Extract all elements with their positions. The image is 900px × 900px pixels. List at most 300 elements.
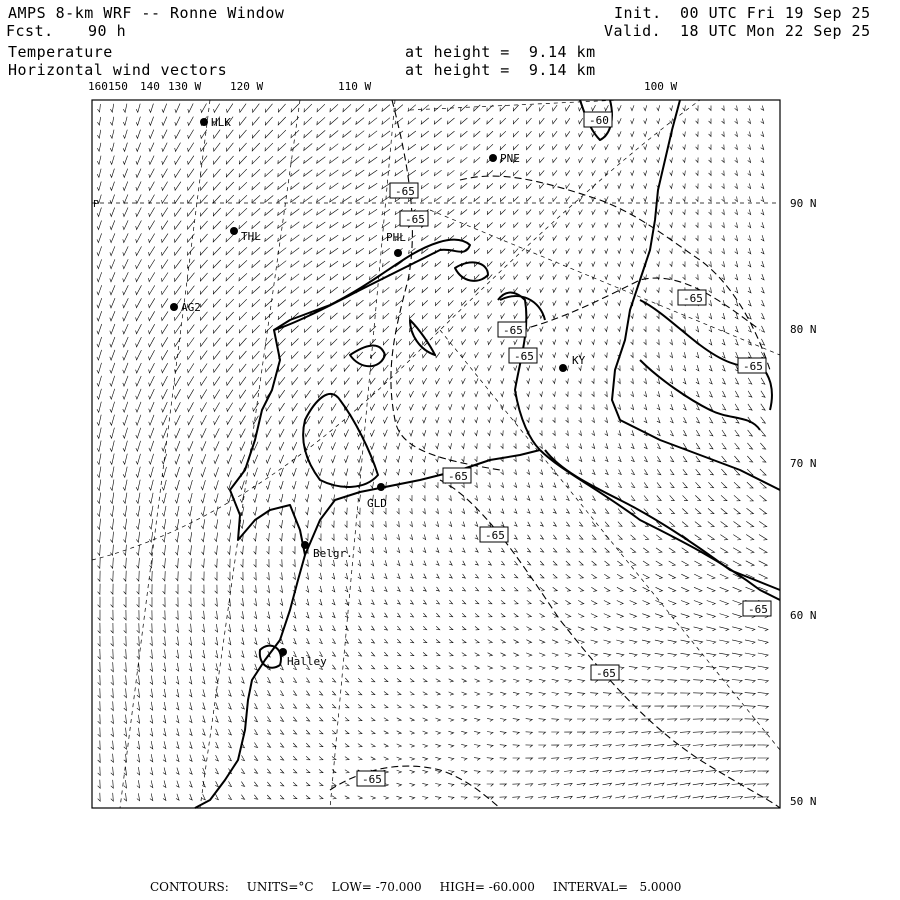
wind-vector xyxy=(293,795,297,798)
wind-vector xyxy=(448,144,455,150)
svg-text:-65: -65 xyxy=(405,213,425,226)
wind-vector xyxy=(616,693,624,696)
wind-vector xyxy=(228,664,231,671)
wind-vector xyxy=(488,391,491,396)
wind-vector xyxy=(670,469,674,474)
wind-vector xyxy=(631,144,634,149)
wind-vector xyxy=(293,756,297,760)
wind-vector xyxy=(410,508,413,514)
wind-vector xyxy=(163,676,166,684)
wind-vector xyxy=(706,732,716,735)
wind-vector xyxy=(265,196,273,203)
wind-vector xyxy=(239,273,247,280)
wind-vector xyxy=(293,691,296,696)
wind-vector xyxy=(435,757,440,760)
wind-vector xyxy=(267,769,270,773)
wind-vector xyxy=(318,378,324,385)
wind-vector xyxy=(201,389,207,398)
wind-vector xyxy=(358,599,361,604)
wind-vector xyxy=(383,391,388,397)
wind-vector xyxy=(137,728,140,736)
wind-vector xyxy=(278,196,287,203)
wind-vector xyxy=(384,731,388,734)
wind-vector xyxy=(254,546,257,554)
wind-vector xyxy=(97,130,100,138)
wind-vector xyxy=(667,719,677,721)
wind-vector xyxy=(265,130,273,138)
wind-vector xyxy=(618,197,621,202)
wind-vector xyxy=(254,651,257,658)
wind-vector xyxy=(488,378,491,383)
wind-vector xyxy=(304,144,312,151)
wind-vector xyxy=(358,508,361,514)
wind-vector xyxy=(174,337,181,346)
wind-vector xyxy=(202,637,205,645)
wind-vector xyxy=(722,339,725,345)
wind-vector xyxy=(709,469,714,475)
wind-vector xyxy=(540,457,543,462)
wind-vector xyxy=(227,455,232,464)
wind-vector xyxy=(280,756,283,760)
wind-vector xyxy=(527,483,530,488)
wind-vector xyxy=(735,158,738,163)
wind-vector xyxy=(267,782,270,786)
wind-vector xyxy=(149,117,154,126)
wind-vector xyxy=(175,441,180,451)
wind-vector xyxy=(188,480,192,490)
wind-vector xyxy=(719,706,729,709)
wind-vector xyxy=(657,158,660,163)
wind-vector xyxy=(462,692,467,695)
wind-vector xyxy=(706,783,717,786)
wind-vector xyxy=(176,742,179,749)
wind-vector xyxy=(694,574,702,579)
wind-vector xyxy=(200,221,207,229)
wind-vector xyxy=(564,719,571,722)
wind-vector xyxy=(654,757,664,760)
wind-vector xyxy=(435,236,441,241)
wind-vector xyxy=(462,653,466,656)
wind-vector xyxy=(709,235,712,240)
wind-vector xyxy=(278,287,286,294)
wind-vector xyxy=(435,797,441,800)
wind-vector xyxy=(605,288,608,293)
wind-vector xyxy=(462,313,466,318)
wind-vector xyxy=(436,365,440,371)
wind-vector xyxy=(644,404,647,409)
wind-vector xyxy=(305,352,311,359)
wind-vector xyxy=(149,182,155,191)
wind-vector xyxy=(136,376,142,386)
wind-vector xyxy=(317,144,325,151)
wind-vector xyxy=(162,428,167,438)
wind-vector xyxy=(345,730,349,733)
wind-vector xyxy=(163,637,166,646)
wind-vector xyxy=(566,170,570,175)
wind-vector xyxy=(369,248,377,253)
wind-vector xyxy=(722,430,726,436)
wind-vector xyxy=(592,340,595,345)
wind-vector xyxy=(693,693,703,696)
wind-vector xyxy=(110,220,115,229)
wind-vector xyxy=(680,796,690,799)
wind-vector xyxy=(462,430,465,435)
wind-vector xyxy=(409,796,414,799)
wind-vector xyxy=(501,365,504,370)
wind-vector xyxy=(526,692,532,695)
wind-vector xyxy=(566,535,569,539)
wind-vector xyxy=(461,718,466,721)
wind-vector xyxy=(410,679,414,682)
wind-vector xyxy=(487,718,493,721)
wind-vector xyxy=(592,522,596,527)
wind-vector xyxy=(605,470,608,475)
wind-vector xyxy=(577,745,585,748)
wind-vector xyxy=(525,797,533,800)
wind-vector xyxy=(667,680,676,683)
wind-vector xyxy=(358,456,362,463)
wind-vector xyxy=(732,745,743,747)
wind-vector xyxy=(474,118,480,124)
wind-vector xyxy=(487,771,493,774)
wind-vector xyxy=(435,262,441,267)
wind-vector xyxy=(409,783,414,786)
wind-vector xyxy=(681,614,689,618)
wind-vector xyxy=(136,169,141,178)
wind-vector xyxy=(189,637,192,645)
wind-vector xyxy=(615,783,624,786)
wind-vector xyxy=(657,326,660,331)
wind-vector xyxy=(357,443,361,450)
wind-vector xyxy=(540,392,543,397)
wind-vector xyxy=(579,170,583,175)
wind-vector xyxy=(162,156,168,165)
wind-vector xyxy=(553,496,556,501)
wind-vector xyxy=(397,547,400,552)
wind-vector xyxy=(577,679,584,682)
wind-vector xyxy=(331,455,335,462)
wind-vector xyxy=(643,535,648,540)
wind-vector xyxy=(371,443,375,450)
wind-vector xyxy=(280,533,283,541)
wind-vector xyxy=(317,157,326,164)
wind-vector xyxy=(668,653,677,656)
wind-vector xyxy=(657,105,660,110)
wind-vector xyxy=(449,522,452,527)
wind-vector xyxy=(397,757,402,760)
wind-vector xyxy=(513,118,518,124)
wind-vector xyxy=(566,509,569,514)
wind-vector xyxy=(201,519,205,528)
wind-vector xyxy=(239,195,247,203)
wind-vector xyxy=(319,534,321,541)
wind-vector xyxy=(551,771,559,774)
wind-vector xyxy=(110,104,113,112)
wind-vector xyxy=(449,548,452,553)
wind-vector xyxy=(462,443,465,448)
wind-vector xyxy=(538,758,545,761)
wind-vector xyxy=(501,561,504,565)
wind-vector xyxy=(252,286,260,293)
wind-vector xyxy=(618,144,621,149)
wind-vector xyxy=(123,311,129,321)
wind-vector xyxy=(241,572,243,580)
wind-vector xyxy=(722,145,725,150)
wind-vector xyxy=(240,416,246,425)
wind-vector xyxy=(527,184,532,189)
wind-vector xyxy=(371,600,374,605)
wind-vector xyxy=(358,639,361,643)
wind-vector xyxy=(564,796,572,799)
wind-vector xyxy=(189,755,192,762)
wind-vector xyxy=(397,678,401,681)
wind-vector xyxy=(553,340,556,345)
wind-vector xyxy=(305,390,311,397)
wind-vector xyxy=(226,325,233,333)
wind-vector xyxy=(733,561,741,566)
wind-vector xyxy=(149,221,155,230)
wind-vector xyxy=(137,689,140,698)
wind-vector xyxy=(683,223,686,228)
wind-vector xyxy=(475,417,478,422)
wind-vector xyxy=(422,313,427,318)
wind-vector xyxy=(553,249,557,254)
wind-vector xyxy=(474,223,480,228)
wind-vector xyxy=(226,351,233,359)
wind-vector xyxy=(123,389,128,399)
wind-vector xyxy=(696,378,699,384)
wind-vector xyxy=(670,430,673,436)
wind-vector xyxy=(538,745,545,747)
svg-text:-65: -65 xyxy=(362,773,382,786)
wind-vector xyxy=(719,732,730,735)
wind-vector xyxy=(513,105,518,111)
wind-vector xyxy=(254,559,256,567)
wind-vector xyxy=(719,783,730,786)
wind-vector xyxy=(382,248,389,253)
wind-vector xyxy=(745,758,756,761)
wind-vector xyxy=(722,261,725,266)
wind-vector xyxy=(641,732,650,735)
wind-vector xyxy=(696,158,699,163)
wind-vector xyxy=(734,508,741,514)
wind-vector xyxy=(758,692,769,695)
wind-vector xyxy=(345,770,349,773)
wind-vector xyxy=(514,249,518,254)
wind-vector xyxy=(436,666,440,669)
wind-vector xyxy=(630,587,636,591)
wind-vector xyxy=(123,402,128,412)
wind-vector xyxy=(422,783,427,786)
wind-vector xyxy=(526,653,532,656)
wind-vector xyxy=(761,106,764,111)
wind-vector xyxy=(681,587,689,592)
wind-vector xyxy=(474,249,479,254)
wind-vector xyxy=(618,314,621,319)
wind-vector xyxy=(566,249,570,254)
wind-vector xyxy=(644,352,647,357)
wind-vector xyxy=(358,586,361,591)
wind-vector xyxy=(201,104,207,113)
wind-vector xyxy=(488,640,493,644)
wind-vector xyxy=(579,444,582,449)
wind-vector xyxy=(111,636,114,646)
wind-vector xyxy=(579,327,582,332)
wind-vector xyxy=(149,415,154,425)
wind-vector xyxy=(98,701,100,711)
wind-vector xyxy=(306,717,309,721)
wind-vector xyxy=(732,719,743,721)
wind-vector xyxy=(161,286,168,295)
wind-vector xyxy=(527,509,530,514)
wind-vector xyxy=(616,706,624,708)
wind-vector xyxy=(239,143,246,151)
wind-vector xyxy=(501,223,506,228)
wind-vector xyxy=(539,640,545,644)
wind-vector xyxy=(514,301,518,306)
wind-vector xyxy=(449,574,452,578)
wind-vector xyxy=(592,327,595,332)
wind-vector xyxy=(475,365,479,370)
wind-vector xyxy=(631,430,634,435)
wind-vector xyxy=(124,675,127,684)
wind-vector xyxy=(176,624,179,633)
wind-vector xyxy=(162,506,166,516)
wind-vector xyxy=(201,493,205,503)
wind-vector xyxy=(97,402,101,413)
wind-vector xyxy=(292,468,296,476)
wind-vector xyxy=(475,574,478,578)
wind-vector xyxy=(526,640,531,644)
wind-vector xyxy=(149,376,155,386)
wind-vector xyxy=(670,287,672,292)
wind-vector xyxy=(605,391,608,396)
wind-vector xyxy=(707,561,715,566)
longitude-labels xyxy=(88,80,677,93)
wind-vector xyxy=(709,274,712,279)
wind-vector xyxy=(448,288,453,293)
wind-vector xyxy=(706,770,717,773)
wind-vector xyxy=(436,600,439,604)
wind-vector xyxy=(449,705,454,708)
wind-vector xyxy=(448,157,455,162)
wind-vector xyxy=(267,520,270,528)
wind-vector xyxy=(422,261,428,266)
wind-vector xyxy=(265,156,273,164)
wind-vector xyxy=(566,197,570,202)
wind-vector xyxy=(693,706,703,708)
wind-vector xyxy=(111,715,114,724)
wind-vector xyxy=(226,312,233,320)
wind-vector xyxy=(603,653,610,656)
wind-vector xyxy=(527,496,530,501)
lon-label-110: 110 W xyxy=(338,80,372,93)
wind-vector xyxy=(356,209,364,215)
wind-vector xyxy=(98,767,101,776)
wind-vector xyxy=(421,157,429,163)
wind-vector xyxy=(423,456,426,462)
wind-vector xyxy=(213,234,221,242)
wind-vector xyxy=(201,467,206,477)
coastline-segment xyxy=(498,293,540,451)
wind-vector xyxy=(278,104,285,112)
wind-vector xyxy=(592,444,595,449)
wind-vector xyxy=(551,732,558,734)
wind-vector xyxy=(332,730,336,734)
wind-vector xyxy=(384,692,388,695)
wind-vector xyxy=(213,325,220,333)
wind-vector xyxy=(163,663,166,672)
wind-vector xyxy=(683,378,686,384)
wind-vector xyxy=(618,522,622,527)
wind-vector xyxy=(149,130,154,139)
wind-vector xyxy=(423,718,428,721)
wind-vector xyxy=(501,391,504,396)
coastline-segment xyxy=(500,296,545,320)
wind-vector xyxy=(745,797,756,800)
wind-vector xyxy=(579,262,582,267)
wind-vector xyxy=(722,209,725,214)
wind-vector xyxy=(540,535,543,539)
wind-vector xyxy=(332,665,335,669)
wind-vector xyxy=(641,744,650,747)
wind-vector xyxy=(137,558,140,568)
wind-vector xyxy=(553,418,555,423)
wind-vector xyxy=(175,143,181,152)
wind-vector xyxy=(540,223,544,228)
wind-vector xyxy=(227,416,233,425)
wind-vector xyxy=(604,614,610,618)
station-label: Halley xyxy=(287,655,327,668)
wind-vector xyxy=(501,430,504,435)
wind-vector xyxy=(553,105,558,111)
wind-vector xyxy=(488,653,493,656)
wind-vector xyxy=(343,170,352,176)
wind-vector xyxy=(605,327,608,332)
wind-vector xyxy=(501,236,506,241)
wind-vector xyxy=(748,430,753,436)
stations xyxy=(170,116,586,668)
wind-vector xyxy=(136,467,140,478)
wind-vector xyxy=(278,313,286,320)
wind-vector xyxy=(304,300,312,306)
wind-vector xyxy=(605,430,608,435)
wind-vector xyxy=(436,417,439,423)
wind-vector xyxy=(514,548,518,552)
wind-vector xyxy=(514,418,517,423)
wind-vector xyxy=(226,169,233,177)
wind-vector xyxy=(371,718,375,721)
wind-vector xyxy=(448,784,454,787)
wind-vector xyxy=(579,144,583,149)
wind-vector xyxy=(345,691,349,695)
wind-vector xyxy=(332,599,335,605)
wind-vector xyxy=(565,653,571,657)
wind-vector xyxy=(631,210,634,215)
wind-vector xyxy=(254,743,257,748)
map-title: AMPS 8-km WRF -- Ronne Window xyxy=(8,4,285,22)
wind-vector xyxy=(706,706,716,708)
wind-vector xyxy=(265,222,273,229)
wind-vector xyxy=(707,601,716,605)
wind-vector xyxy=(436,639,440,642)
wind-vector xyxy=(618,404,621,409)
wind-vector xyxy=(461,705,466,708)
contour-label-box xyxy=(591,665,619,680)
wind-vector xyxy=(553,157,557,162)
wind-vector xyxy=(668,627,676,631)
wind-vector xyxy=(540,301,544,306)
